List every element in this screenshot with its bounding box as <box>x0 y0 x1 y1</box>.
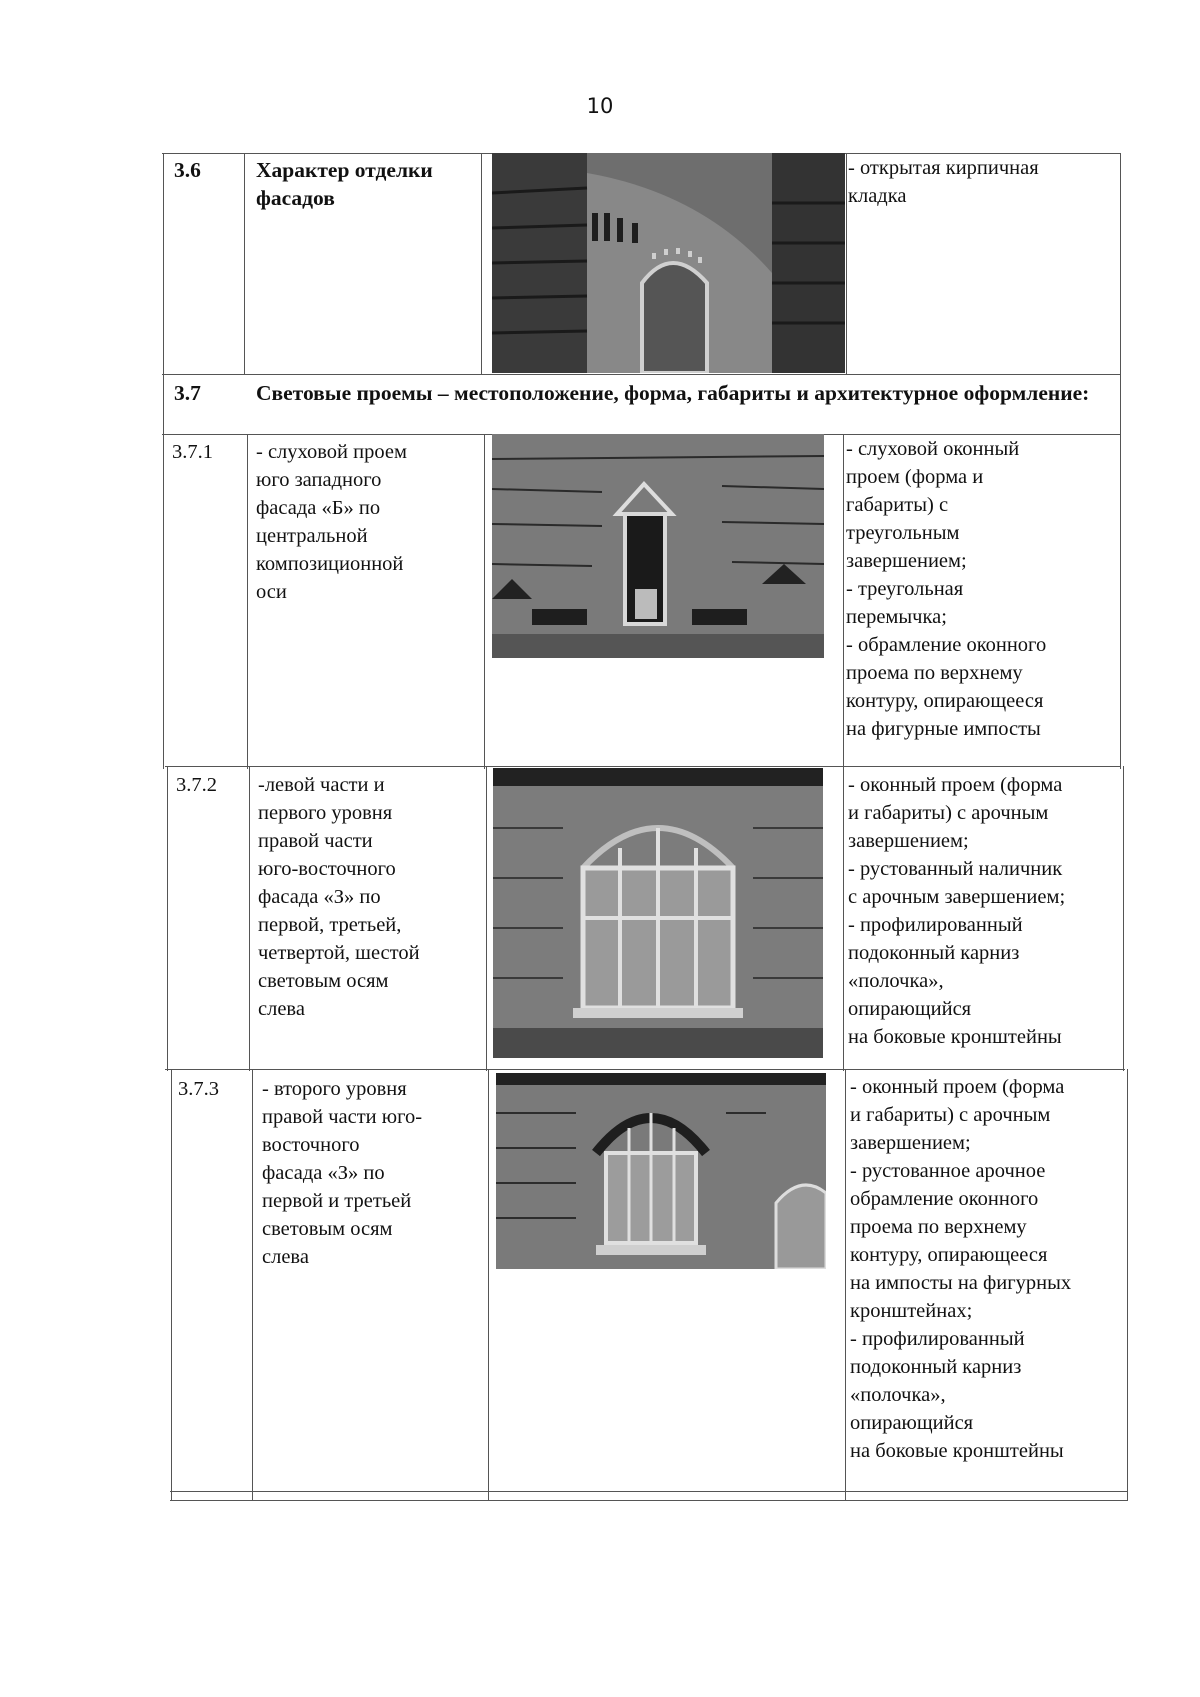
row-number: 3.7.1 <box>172 441 213 463</box>
photo-dormer-window <box>492 434 824 658</box>
photo-second-level-window <box>496 1073 826 1269</box>
row-description: - открытая кирпичная кладка <box>848 157 1039 207</box>
row-location: - слуховой проем юго западного фасада «Б» по центральной композиционной оси <box>256 441 407 603</box>
table-border <box>843 434 844 769</box>
row-description: - слуховой оконный проем (форма и габариты) с треугольным завершением; - треугольная перемычка; - обрамление оконного проема по верхнему контуру, опирающееся на фигурные импосты <box>846 438 1047 740</box>
table-border <box>247 434 248 769</box>
table-border <box>486 766 487 1071</box>
row-number: 3.6 <box>174 158 201 182</box>
table-border <box>1120 153 1121 769</box>
page-number: 10 <box>586 94 614 118</box>
table-border <box>843 766 844 1071</box>
table-border <box>165 1069 1125 1070</box>
row-location: -левой части и первого уровня правой части юго-восточного фасада «З» по первой, третьей, четвертой, шестой световым осям слева <box>258 774 420 1020</box>
row-number: 3.7.3 <box>178 1078 219 1100</box>
table-border <box>162 374 1120 375</box>
table-border <box>171 1069 172 1501</box>
row-title: Характер отделки фасадов <box>256 158 433 210</box>
table-border <box>244 153 245 375</box>
row-description: - оконный проем (форма и габариты) с арочным завершением; - рустованный наличник с арочным завершением; - профилированный подоконный карниз «полочка», опирающийся на боковые кронштейны <box>848 774 1066 1048</box>
table-border <box>249 766 250 1071</box>
table-border <box>1123 766 1124 1071</box>
table-border <box>163 153 164 769</box>
section-title: Световые проемы – местоположение, форма, габариты и архитектурное оформление: <box>256 381 1090 405</box>
row-number: 3.7.2 <box>176 774 217 796</box>
table-border <box>165 766 1120 767</box>
photo-arched-window <box>493 768 823 1058</box>
table-border <box>170 1491 1127 1492</box>
section-number: 3.7 <box>174 381 201 405</box>
table-border <box>167 766 168 1071</box>
row-description: - оконный проем (форма и габариты) с арочным завершением; - рустованное арочное обрамление оконного проема по верхнему контуру, опирающееся на импосты на фигурных кронштейнах; - профилированный подоконный карниз «полочка», опирающийся на боковые кронштейны <box>850 1076 1072 1462</box>
table-border <box>484 434 485 769</box>
table-border <box>846 153 847 375</box>
table-border <box>252 1069 253 1501</box>
table-border <box>488 1069 489 1501</box>
table-border <box>1127 1069 1128 1501</box>
table-border <box>845 1069 846 1501</box>
table-border <box>481 153 482 375</box>
table-border <box>170 1500 1127 1501</box>
row-location: - второго уровня правой части юго- восточного фасада «З» по первой и третьей световым осям слева <box>262 1078 423 1268</box>
photo-brick-facade <box>492 153 845 373</box>
